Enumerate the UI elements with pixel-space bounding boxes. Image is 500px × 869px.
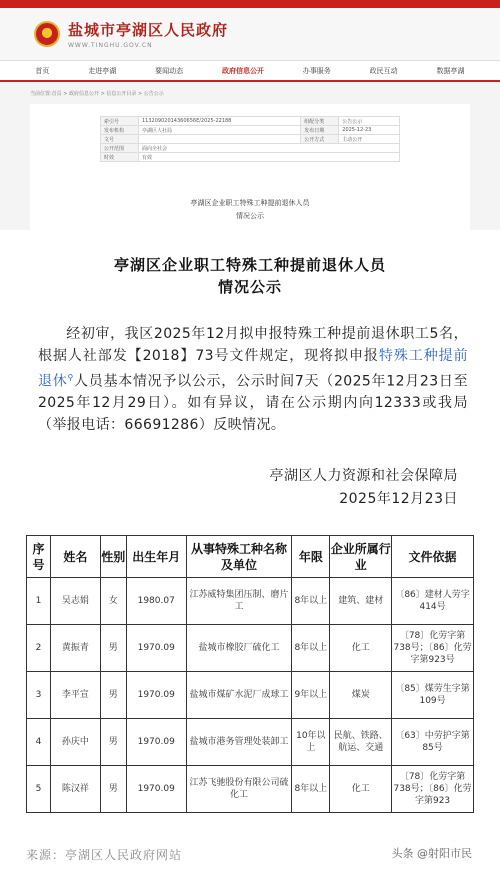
cell-gender: 男	[100, 625, 126, 672]
nav-data[interactable]: 数据亭湖	[436, 66, 465, 75]
site-url: WWW.TINGHU.GOV.CN	[68, 42, 153, 49]
cell-industry: 煤炭	[330, 672, 392, 719]
info-key: 索引号	[101, 117, 139, 126]
cell-doc: 〔63〕中劳护字第85号	[392, 719, 474, 766]
info-table	[100, 116, 400, 162]
info-value: 11320902014360656E/2025-22188	[139, 117, 301, 126]
cell-gender: 男	[100, 766, 126, 813]
notice-body	[38, 324, 468, 436]
cell-index: 4	[27, 719, 51, 766]
main-nav	[0, 60, 500, 82]
col-header: 序号	[27, 536, 51, 578]
info-row	[101, 117, 400, 126]
info-key: 发布日期	[301, 126, 339, 135]
info-value: 面向全社会	[139, 144, 400, 153]
cell-work: 盐城市港务管理处装卸工	[186, 719, 292, 766]
cell-birth: 1970.09	[126, 766, 186, 813]
info-key: 组配分类	[301, 117, 339, 126]
cell-work: 盐城市橡胶厂硫化工	[186, 625, 292, 672]
source-caption: 来源：亭湖区人民政府网站	[26, 848, 183, 862]
info-card	[30, 104, 470, 230]
notice-body-part2: 人员基本情况予以公示，公示时间7天（2025年12月23日至2025年12月29日）。如有异议，请在公示期内向12333或我局（举报电话：66691286）反映情况。	[38, 373, 468, 433]
info-value: 2025-12-23	[339, 126, 400, 135]
cell-name: 陈汉祥	[50, 766, 100, 813]
info-value	[139, 135, 301, 144]
notice-body-part1: 经初审，我区2025年12月拟申报特殊工种提前退休职工5名，根据人社部发【2018】73号文件规定，现将拟申报	[38, 326, 468, 364]
nav-about[interactable]: 走进亭湖	[88, 66, 117, 75]
site-header	[0, 8, 500, 60]
watermark: 头条 @射阳市民	[391, 847, 472, 860]
info-row	[101, 135, 400, 144]
site-title[interactable]: 盐城市亭湖区人民政府	[68, 21, 229, 39]
col-header: 姓名	[50, 536, 100, 578]
cell-doc: 〔78〕化劳字第738号；〔86〕化劳字第923	[392, 766, 474, 813]
cell-name: 李平宣	[50, 672, 100, 719]
website-screenshot	[0, 0, 500, 230]
cell-gender: 男	[100, 719, 126, 766]
notice-date: 2025年12月23日	[339, 491, 458, 507]
special-work-link[interactable]: 特殊工种提前退休	[38, 347, 468, 390]
nav-interaction[interactable]: 政民互动	[369, 66, 398, 75]
cell-birth: 1970.09	[126, 719, 186, 766]
cell-doc: 〔78〕化劳字第738号；〔86〕化劳字第923号	[392, 625, 474, 672]
national-emblem-icon	[34, 21, 60, 47]
table-row	[27, 625, 474, 672]
cell-birth: 1970.09	[126, 672, 186, 719]
table-header-row	[27, 536, 474, 578]
col-header: 性别	[100, 536, 126, 578]
table-row	[27, 719, 474, 766]
table-row	[27, 578, 474, 625]
notice-title-line2: 情况公示	[217, 278, 282, 296]
cell-gender: 女	[100, 578, 126, 625]
col-header: 从事特殊工种名称及单位	[186, 536, 292, 578]
info-row	[101, 126, 400, 135]
cell-birth: 1970.09	[126, 625, 186, 672]
nav-gov-info[interactable]: 政府信息公开	[221, 66, 264, 75]
cell-gender: 男	[100, 672, 126, 719]
cell-index: 2	[27, 625, 51, 672]
cell-work: 江苏飞驰股份有限公司硫化工	[186, 766, 292, 813]
cell-industry: 化工	[330, 766, 392, 813]
col-header: 出生年月	[126, 536, 186, 578]
cell-name: 黄振青	[50, 625, 100, 672]
table-row	[27, 672, 474, 719]
cell-industry: 民航、铁路、航运、交通	[330, 719, 392, 766]
table-row	[27, 766, 474, 813]
info-value: 主动公开	[339, 135, 400, 144]
col-header: 文件依据	[392, 536, 474, 578]
cell-doc: 〔85〕煤劳生字第109号	[392, 672, 474, 719]
info-row	[101, 144, 400, 153]
cell-work: 盐城市煤矿水泥厂成球工	[186, 672, 292, 719]
cell-index: 1	[27, 578, 51, 625]
info-key: 时效	[101, 153, 139, 162]
info-key: 公开方式	[301, 135, 339, 144]
nav-home[interactable]: 首页	[35, 66, 50, 75]
nav-news[interactable]: 要闻动态	[155, 66, 184, 75]
notice-signer: 亭湖区人力资源和社会保障局	[269, 468, 458, 484]
cell-index: 3	[27, 672, 51, 719]
search-icon[interactable]: ⚲	[67, 373, 74, 382]
col-header: 企业所属行业	[330, 536, 392, 578]
doc-title-small-line2: 情况公示	[236, 212, 264, 220]
breadcrumb: 当前位置:首页 > 政府信息公开 > 信息公开目录 > 公告公示	[30, 91, 164, 97]
cell-name: 吴志娟	[50, 578, 100, 625]
cell-work: 江苏威特集团压制、磨片工	[186, 578, 292, 625]
cell-years: 8年以上	[292, 578, 330, 625]
cell-doc: 〔86〕建材人劳字414号	[392, 578, 474, 625]
cell-name: 孙庆中	[50, 719, 100, 766]
cell-years: 10年以上	[292, 719, 330, 766]
info-key: 公开范围	[101, 144, 139, 153]
cell-index: 5	[27, 766, 51, 813]
info-value: 亭湖区人社局	[139, 126, 301, 135]
info-key: 文号	[101, 135, 139, 144]
retiree-table	[26, 535, 474, 813]
info-row	[101, 153, 400, 162]
cell-years: 8年以上	[292, 625, 330, 672]
info-value: 公告公示	[339, 117, 400, 126]
cell-industry: 化工	[330, 625, 392, 672]
info-key: 发布机构	[101, 126, 139, 135]
nav-services[interactable]: 办事服务	[302, 66, 331, 75]
cell-years: 8年以上	[292, 766, 330, 813]
top-red-strip	[0, 0, 500, 8]
col-header: 年限	[292, 536, 330, 578]
notice-title-line1: 亭湖区企业职工特殊工种提前退休人员	[113, 256, 386, 274]
cell-birth: 1980.07	[126, 578, 186, 625]
doc-title-small-line1: 亭湖区企业职工特殊工种提前退休人员	[190, 199, 310, 207]
cell-industry: 建筑、建材	[330, 578, 392, 625]
info-value: 有效	[139, 153, 400, 162]
cell-years: 9年以上	[292, 672, 330, 719]
